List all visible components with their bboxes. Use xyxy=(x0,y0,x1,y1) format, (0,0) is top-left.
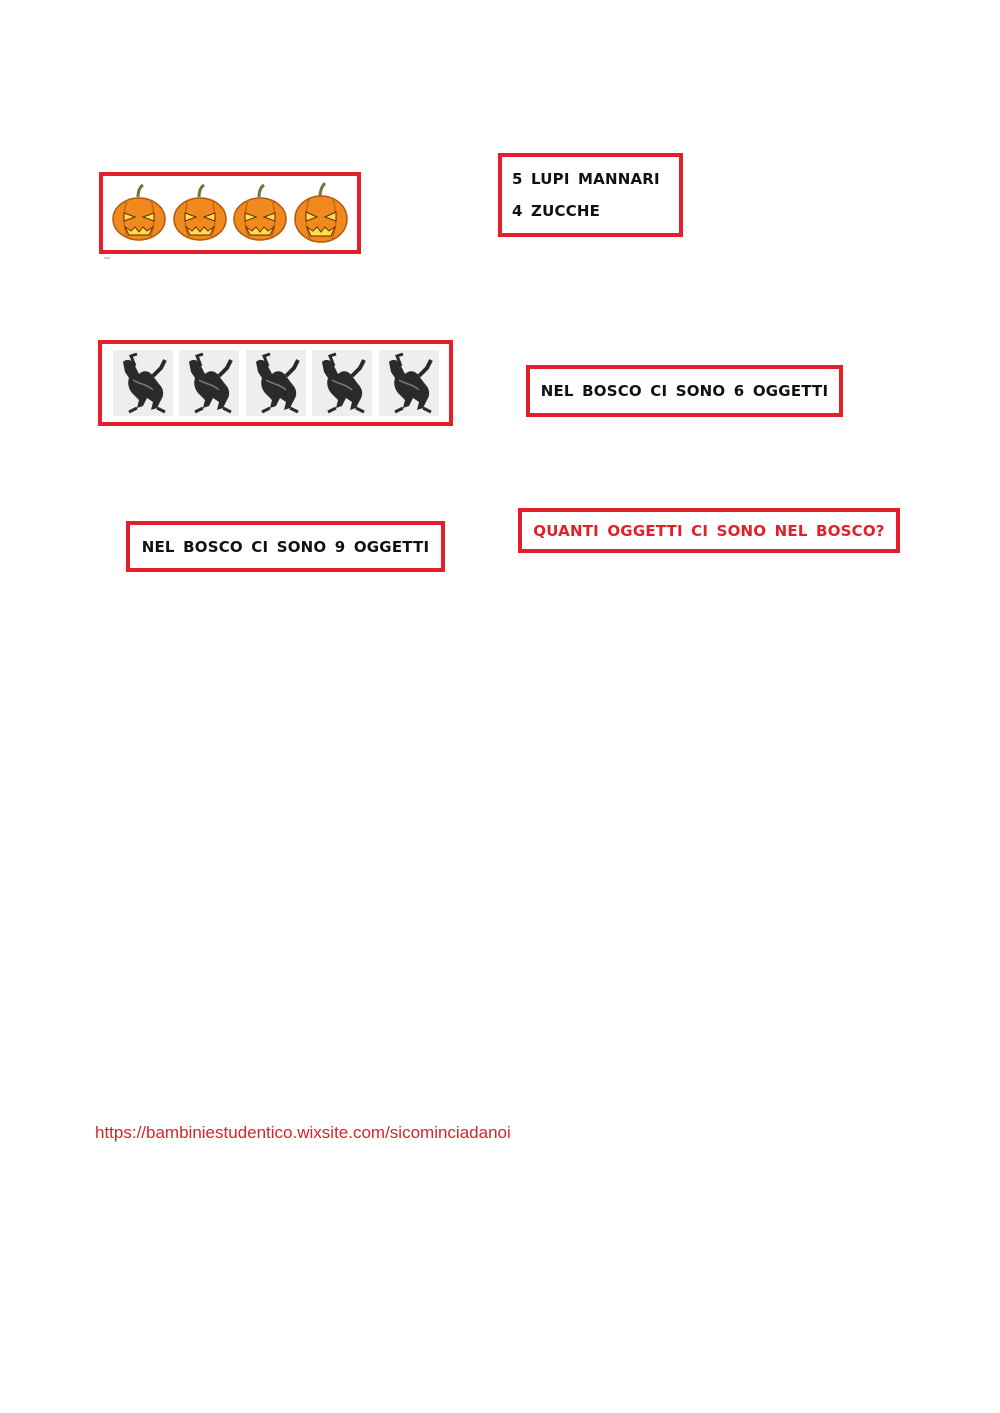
werewolf-icon xyxy=(113,350,173,416)
jack-o-lantern-icon xyxy=(232,183,288,243)
pumpkin-image-box[interactable] xyxy=(99,172,361,254)
answer-nine-label: NEL BOSCO CI SONO 9 OGGETTI xyxy=(141,537,430,556)
answer-box-nine-objects[interactable] xyxy=(126,521,445,572)
werewolf-icon xyxy=(379,350,439,416)
question-text: QUANTI OGGETTI CI SONO NEL BOSCO? xyxy=(533,521,885,540)
question-box xyxy=(518,508,900,553)
jack-o-lantern-icon xyxy=(172,183,228,243)
image-caption-mark xyxy=(104,257,110,259)
werewolf-icon xyxy=(312,350,372,416)
werewolf-icon xyxy=(246,350,306,416)
pumpkin-count-label: 4 ZUCCHE xyxy=(512,202,601,220)
werewolf-image-box[interactable] xyxy=(98,340,453,426)
werewolf-count-label: 5 LUPI MANNARI xyxy=(512,170,660,188)
answer-six-label: NEL BOSCO CI SONO 6 OGGETTI xyxy=(540,382,829,400)
footer-link[interactable]: https://bambiniestudentico.wixsite.com/sicominciadanoi xyxy=(95,1123,511,1142)
counts-box[interactable] xyxy=(498,153,683,237)
jack-o-lantern-icon xyxy=(111,183,167,243)
werewolf-icon xyxy=(179,350,239,416)
jack-o-lantern-icon xyxy=(293,181,349,245)
answer-box-six-objects[interactable] xyxy=(526,365,843,417)
